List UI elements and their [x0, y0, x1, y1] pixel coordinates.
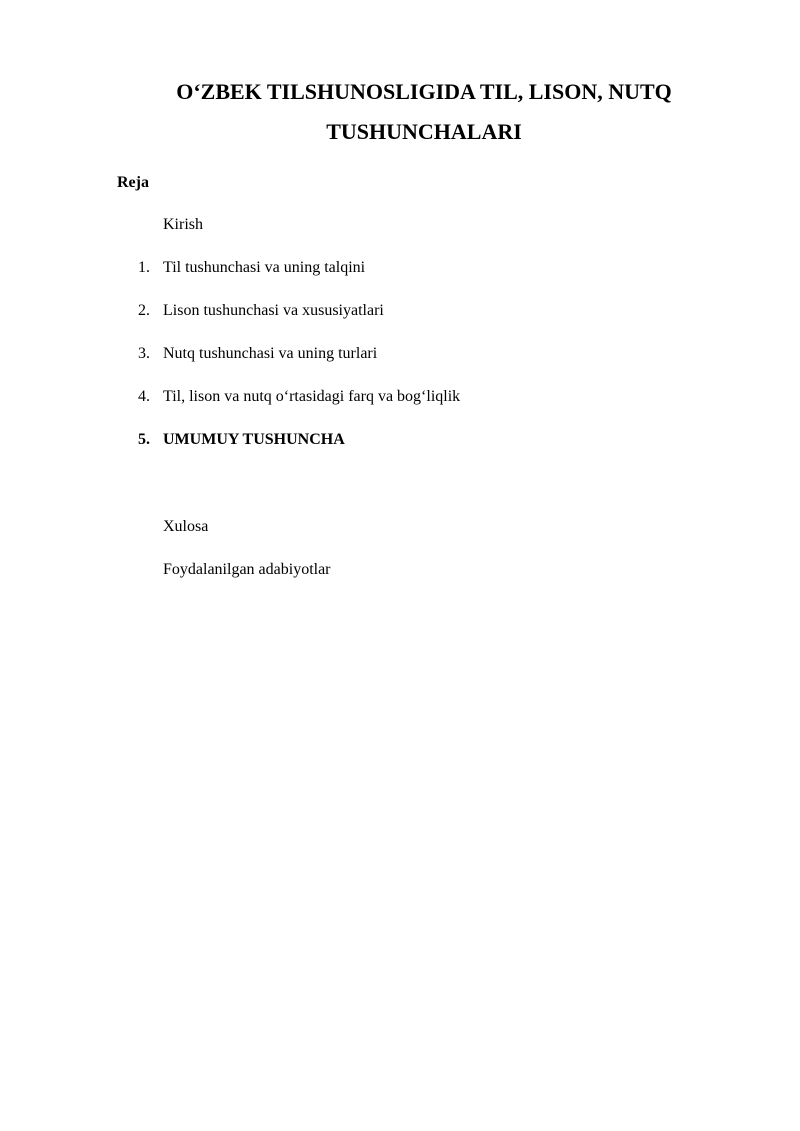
plan-item-number: 4. [138, 388, 150, 405]
plan-item-text: Til tushunchasi va uning talqini [163, 259, 366, 276]
plan-item-text: Til, lison va nutq o‘rtasidagi farq va bog‘liqlik [163, 388, 461, 405]
plan-item-number: 1. [138, 259, 150, 276]
plan-item-number: 3. [138, 345, 150, 362]
plan-item-text: Nutq tushunchasi va uning turlari [163, 345, 378, 362]
plan-item-text: UMUMUY TUSHUNCHA [163, 431, 345, 448]
references-item: Foydalanilgan adabiyotlar [163, 561, 331, 578]
intro-item: Kirish [163, 216, 203, 233]
plan-item-number: 5. [138, 431, 150, 448]
plan-item-number: 2. [138, 302, 150, 319]
conclusion-item: Xulosa [163, 518, 209, 535]
plan-item-text: Lison tushunchasi va xususiyatlari [163, 302, 384, 319]
document-title-line-2: TUSHUNCHALARI [326, 119, 522, 144]
document-title-line-1: O‘ZBEK TILSHUNOSLIGIDA TIL, LISON, NUTQ [176, 79, 672, 104]
plan-heading: Reja [117, 174, 149, 191]
